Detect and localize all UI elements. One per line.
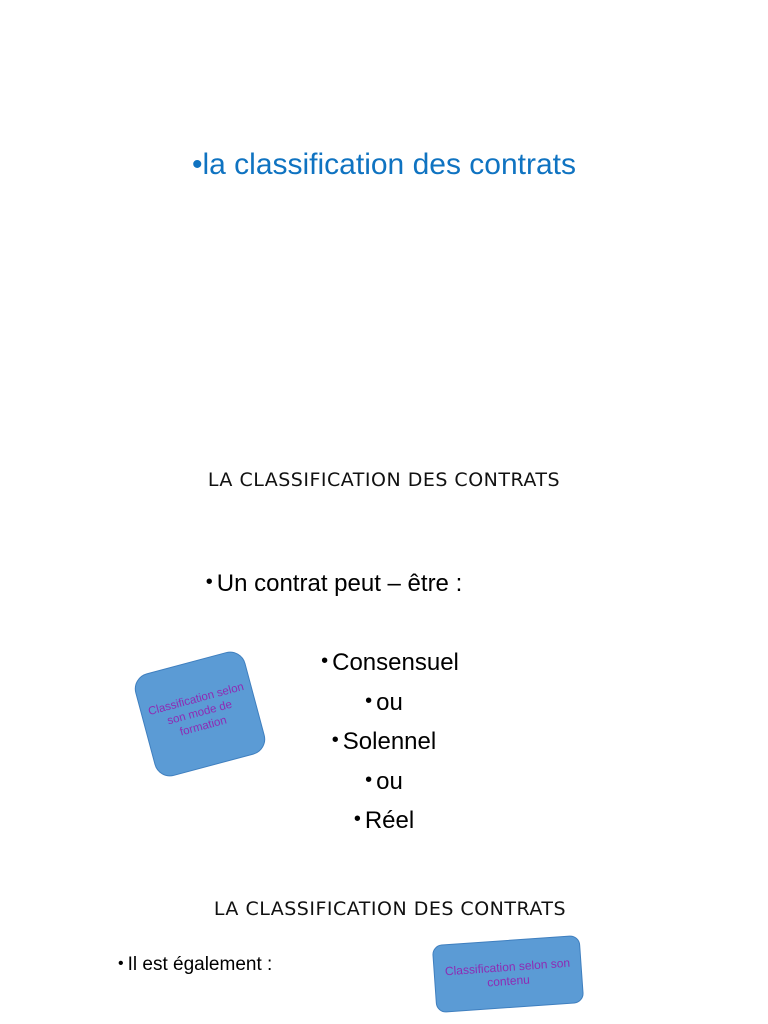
bullet-icon: • bbox=[331, 729, 339, 751]
option-text: ou bbox=[376, 689, 403, 716]
option-item bbox=[6, 649, 768, 677]
intro-text: Un contrat peut – être : bbox=[216, 570, 463, 597]
option-item bbox=[0, 807, 768, 835]
also-bullet bbox=[118, 954, 272, 976]
also-text: Il est également : bbox=[127, 954, 273, 975]
bullet-icon: • bbox=[353, 808, 361, 830]
content-note-text: Classification selon son contenu bbox=[444, 955, 571, 990]
option-item bbox=[0, 768, 768, 796]
intro-bullet bbox=[0, 570, 718, 598]
option-text: Solennel bbox=[342, 728, 437, 755]
bullet-icon: • bbox=[365, 769, 373, 791]
option-item bbox=[0, 728, 768, 756]
option-item bbox=[0, 689, 768, 717]
content-note bbox=[432, 935, 584, 1013]
option-text: Consensuel bbox=[332, 649, 459, 676]
slide-title: •la classification des contrats bbox=[191, 148, 576, 181]
section-heading: LA CLASSIFICATION DES CONTRATS bbox=[213, 898, 567, 920]
bullet-icon: • bbox=[118, 955, 124, 972]
section-heading: LA CLASSIFICATION DES CONTRATS bbox=[207, 469, 561, 491]
formation-note-text: Classification selon son mode de formation bbox=[147, 681, 246, 739]
option-text: Réel bbox=[364, 807, 415, 834]
bullet-icon: • bbox=[365, 690, 373, 712]
option-text: ou bbox=[376, 768, 403, 795]
bullet-icon: • bbox=[205, 571, 213, 593]
bullet-icon: • bbox=[321, 650, 329, 672]
